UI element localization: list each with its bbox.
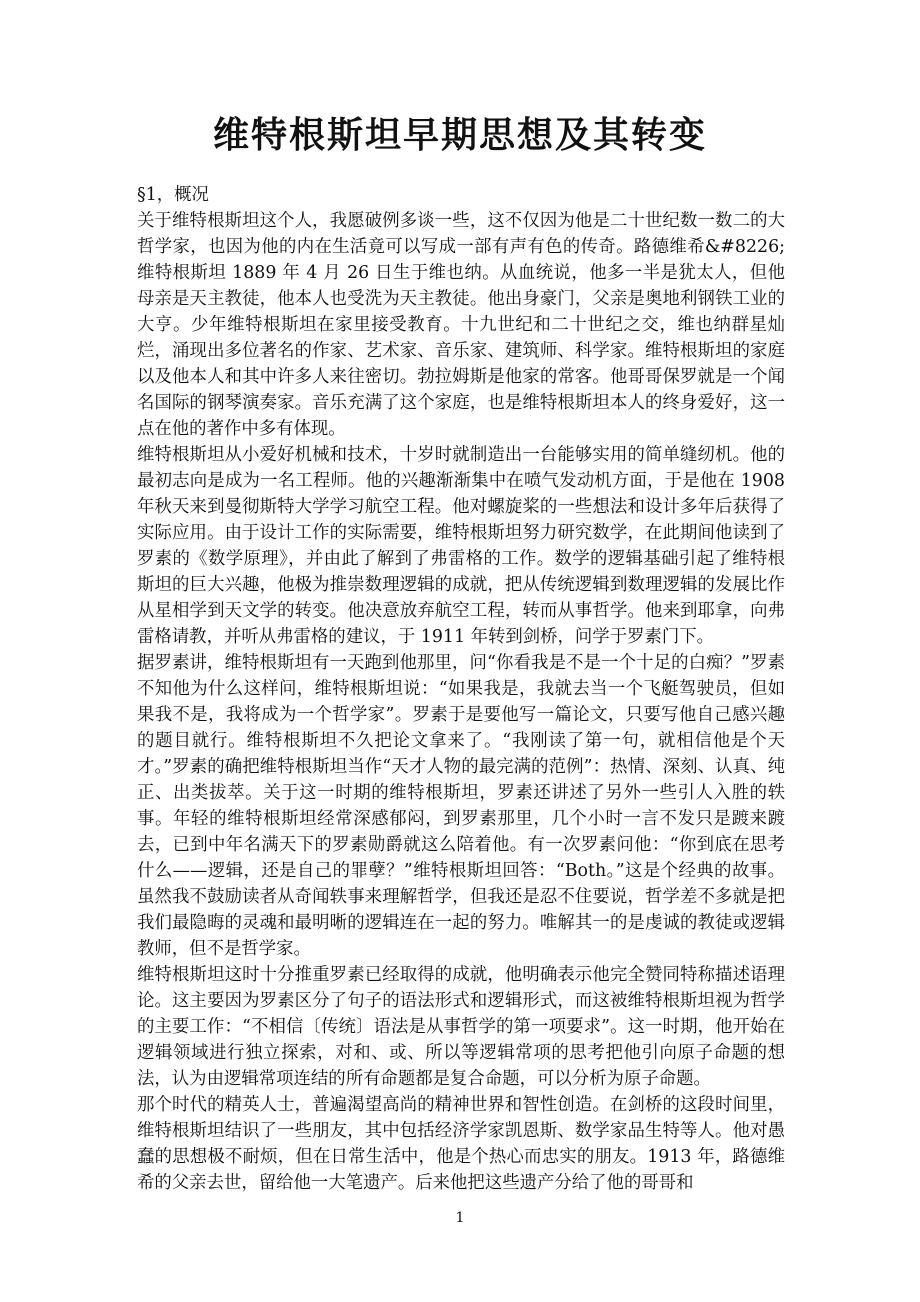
section-heading: §1，概况: [137, 185, 209, 205]
paragraph: 那个时代的精英人士，普遍渴望高尚的精神世界和智性创造。在剑桥的这段时间里，维特根斯坦结识了一些朋友，其中包括经济学家凯恩斯、数学家品生特等人。他对愚蠢的思想极不耐烦，但在日常生活中，他是个热心而忠实的朋友。1913 年，路德维希的父亲去世，留给他一大笔遗产。后来他把这些遗产分给了他的哥哥和: [137, 1095, 785, 1193]
document-body: [137, 182, 785, 1196]
document-title: 维特根斯坦早期思想及其转变: [212, 115, 707, 156]
paragraph: 维特根斯坦从小爱好机械和技术，十岁时就制造出一台能够实用的简单缝纫机。他的最初志向是成为一名工程师。他的兴趣渐渐集中在喷气发动机方面，于是他在 1908 年秋天来到曼彻斯特大学学习航空工程。他对螺旋桨的一些想法和设计多年后获得了实际应用。由于设计工作的实际需要，维特根斯坦努力研究数学，在此期间他读到了罗素的《数学原理》，并由此了解到了弗雷格的工作。数学的逻辑基础引起了维特根斯坦的巨大兴趣，他极为推崇数理逻辑的成就，把从传统逻辑到数理逻辑的发展比作从星相学到天文学的转变。他决意放弃航空工程，转而从事哲学。他来到耶拿，向弗雷格请教，并听从弗雷格的建议，于 1911 年转到剑桥，问学于罗素门下。: [137, 445, 785, 647]
paragraph: 据罗素讲，维特根斯坦有一天跑到他那里，问“你看我是不是一个十足的白痴？”罗素不知他为什么这样问，维特根斯坦说：“如果我是，我就去当一个飞艇驾驶员，但如果我不是，我将成为一个哲学家”。罗素于是要他写一篇论文，只要写他自己感兴趣的题目就行。维特根斯坦不久把论文拿来了。“我刚读了第一句，就相信他是个天才。”罗素的确把维特根斯坦当作“天才人物的最完满的范例”：热情、深刻、认真、纯正、出类拔萃。关于这一时期的维特根斯坦，罗素还讲述了另外一些引人入胜的轶事。年轻的维特根斯坦经常深感郁闷，到罗素那里，几个小时一言不发只是踱来踱去，已到中年名满天下的罗素勋爵就这么陪着他。有一次罗素问他：“你到底在思考什么——逻辑，还是自己的罪孽？”维特根斯坦回答：“Both。”这是个经典的故事。虽然我不鼓励读者从奇闻轶事来理解哲学，但我还是忍不住要说，哲学差不多就是把我们最隐晦的灵魂和最明晰的逻辑连在一起的努力。唯解其一的是虔诚的教徒或逻辑教师，但不是哲学家。: [137, 653, 785, 959]
paragraph: 维特根斯坦这时十分推重罗素已经取得的成就，他明确表示他完全赞同特称描述语理论。这主要因为罗素区分了句子的语法形式和逻辑形式，而这被维特根斯坦视为哲学的主要工作：“不相信〔传统〕语法是从事哲学的第一项要求”。这一时期，他开始在逻辑领域进行独立探索，对和、或、所以等逻辑常项的思考把他引向原子命题的想法，认为由逻辑常项连结的所有命题都是复合命题，可以分析为原子命题。: [137, 965, 785, 1089]
paragraph: 关于维特根斯坦这个人，我愿破例多谈一些，这不仅因为他是二十世纪数一数二的大哲学家，也因为他的内在生活竟可以写成一部有声有色的传奇。路德维希&#8226;维特根斯坦 1889 年 4 月 26 日生于维也纳。从血统说，他多一半是犹太人，但他母亲是天主教徒，他本人也受洗为天主教徒。他出身豪门，父亲是奥地利钢铁工业的大亨。少年维特根斯坦在家里接受教育。十九世纪和二十世纪之交，维也纳群星灿烂，涌现出多位著名的作家、艺术家、音乐家、建筑师、科学家。维特根斯坦的家庭以及他本人和其中许多人来往密切。勃拉姆斯是他家的常客。他哥哥保罗就是一个闻名国际的钢琴演奏家。音乐充满了这个家庭，也是维特根斯坦本人的终身爱好，这一点在他的著作中多有体现。: [137, 211, 785, 439]
page-number: 1: [455, 1210, 465, 1226]
